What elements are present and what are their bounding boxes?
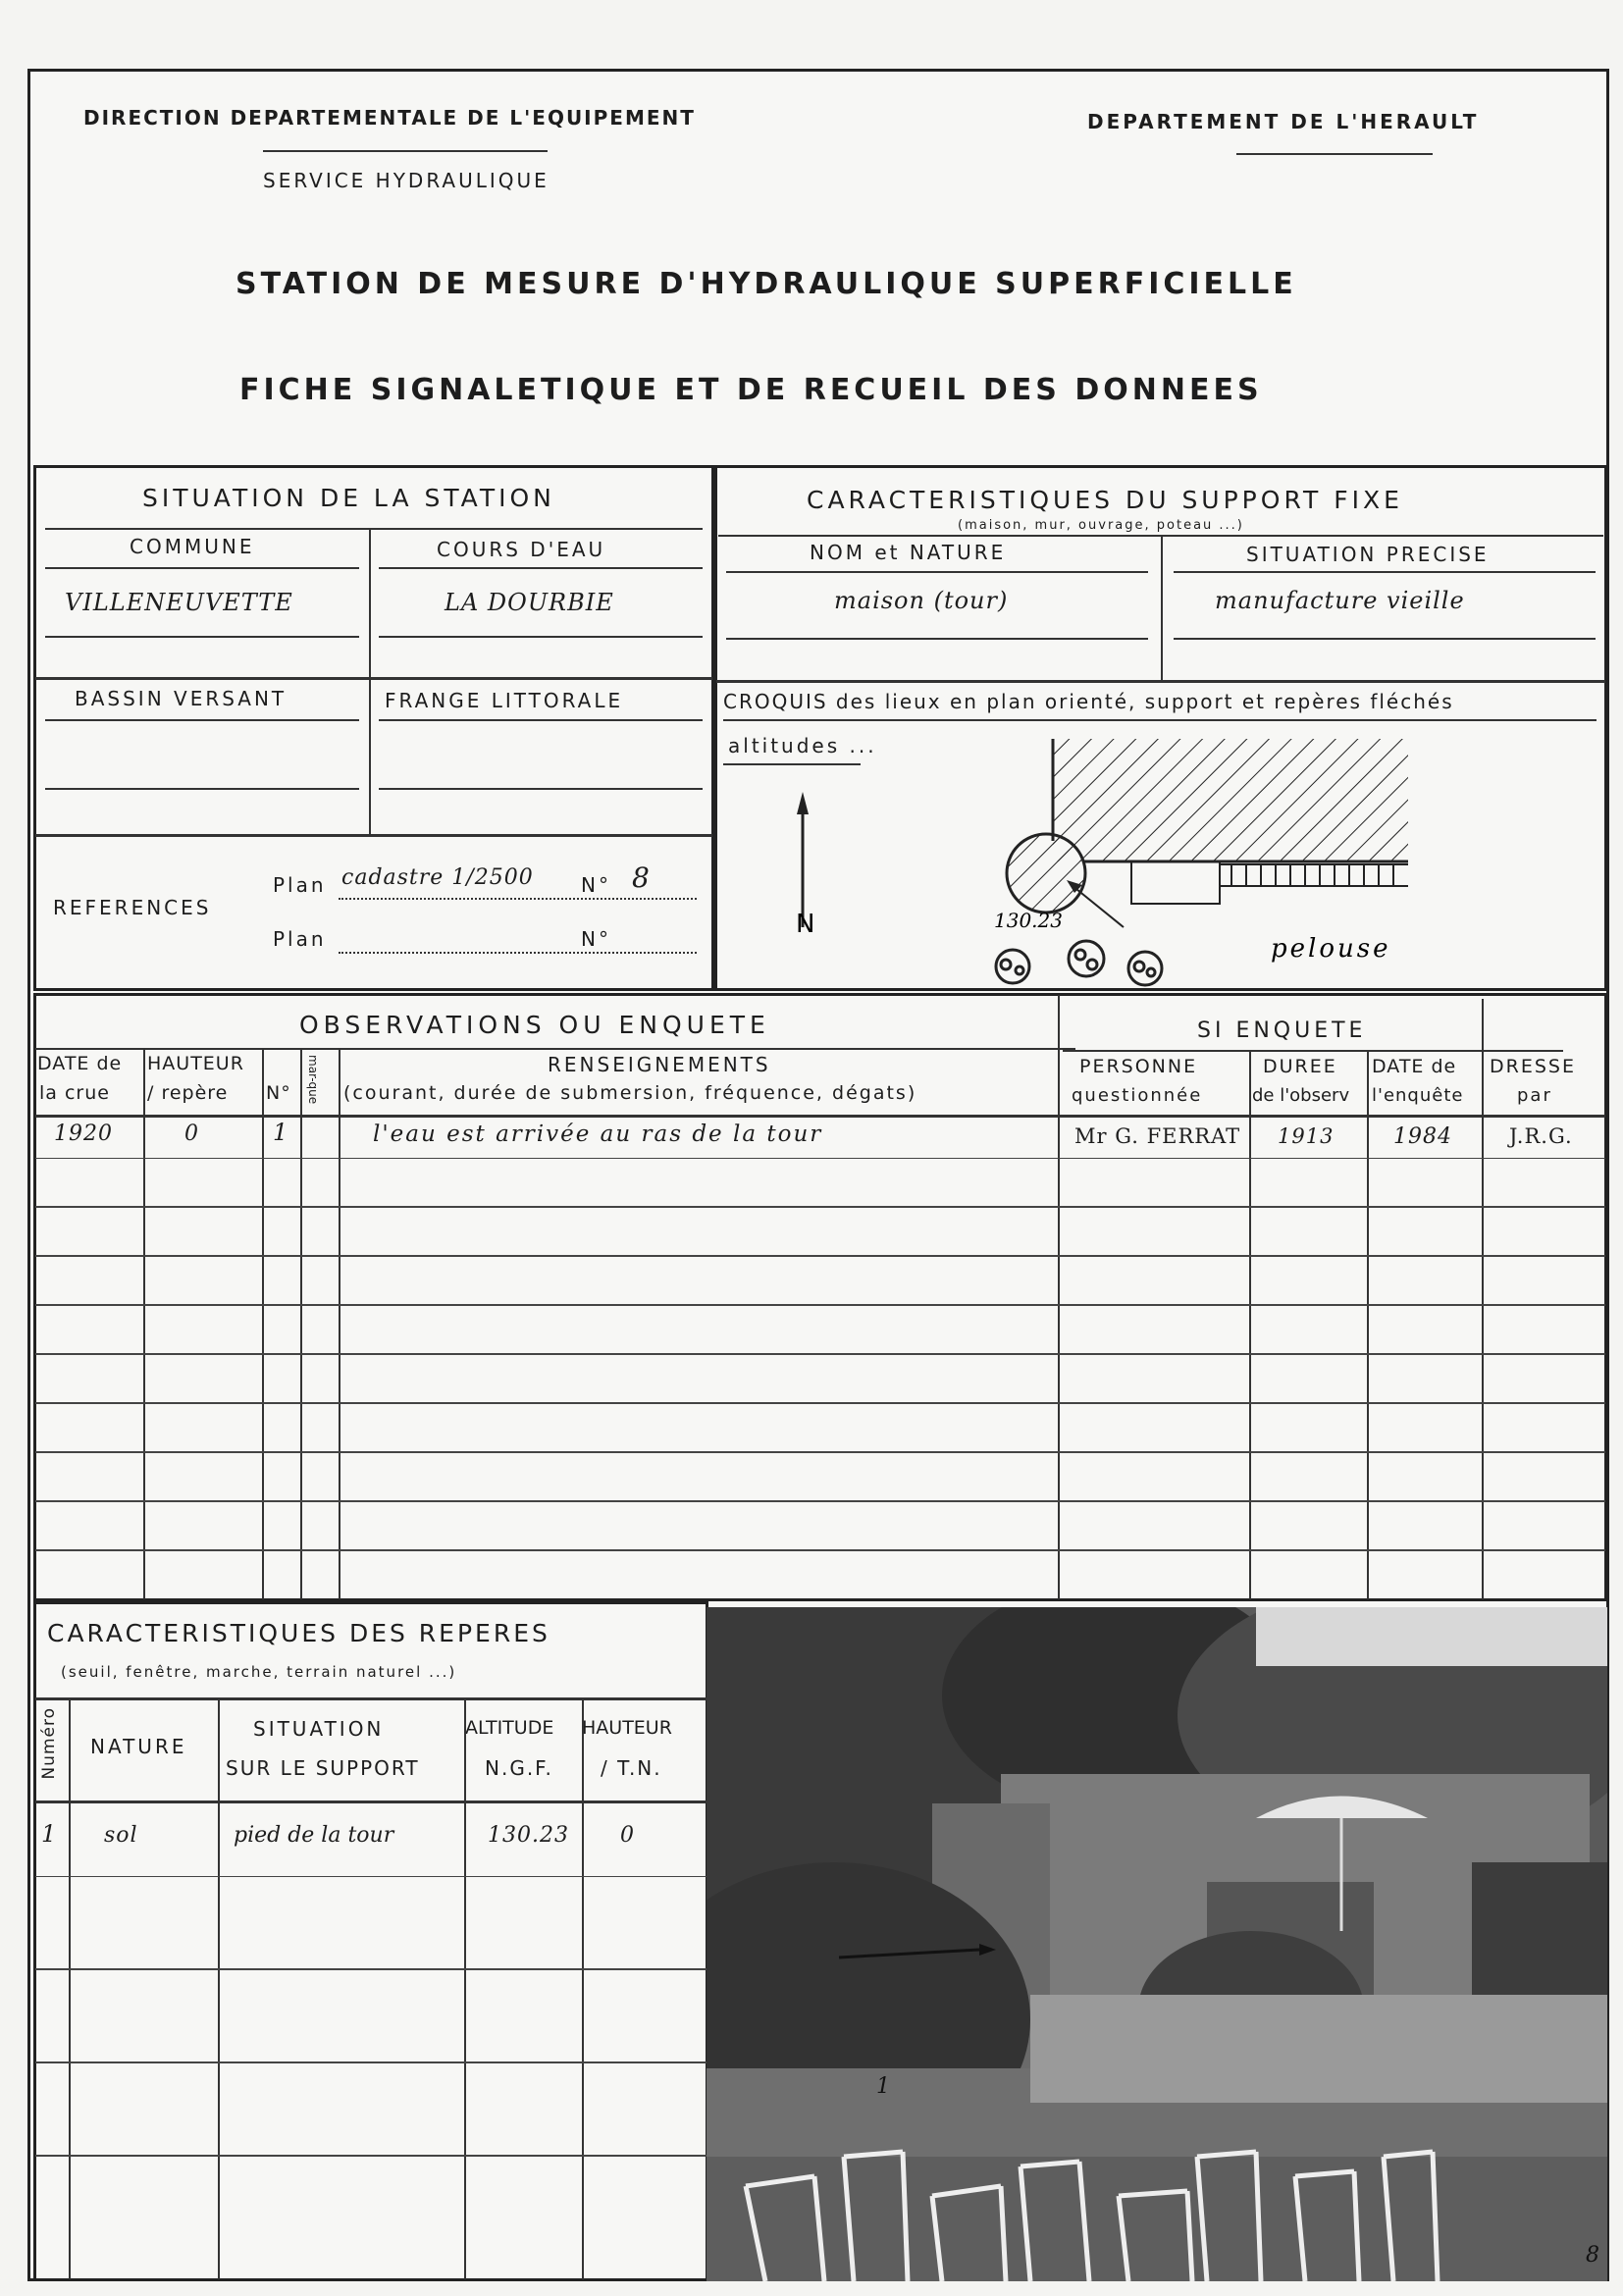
col-hauteur-tn1: HAUTEUR xyxy=(582,1717,672,1739)
repere-altitude: 130.23 xyxy=(488,1823,569,1848)
rule xyxy=(379,636,703,638)
rule xyxy=(35,1697,707,1700)
page-subtitle: FICHE SIGNALETIQUE ET DE RECUEIL DES DONNEES xyxy=(239,373,1263,407)
col-hauteur2: / repère xyxy=(147,1082,229,1104)
rule xyxy=(35,834,712,837)
rule xyxy=(1161,535,1163,680)
header-underline xyxy=(263,150,548,152)
row-rens: l'eau est arrivée au ras de la tour xyxy=(373,1122,823,1147)
rule xyxy=(35,1115,1605,1118)
photo-scene xyxy=(707,1607,1607,2281)
rule xyxy=(45,719,359,721)
si-enquete-label: SI ENQUETE xyxy=(1197,1018,1367,1043)
rule xyxy=(45,788,359,790)
row-date: 1920 xyxy=(54,1122,113,1146)
repere-numero: 1 xyxy=(41,1820,58,1848)
nom-value: maison (tour) xyxy=(834,587,1009,614)
support-title: CARACTERISTIQUES DU SUPPORT FIXE xyxy=(807,486,1403,514)
col-altitude2: N.G.F. xyxy=(485,1756,553,1780)
col-personne2: questionnée xyxy=(1072,1085,1203,1106)
no1-value: 8 xyxy=(632,861,651,894)
nom-label: NOM et NATURE xyxy=(810,541,1007,564)
rule xyxy=(723,719,1597,721)
commune-value: VILLENEUVETTE xyxy=(65,589,293,616)
north-letter: N xyxy=(796,910,815,939)
rule xyxy=(45,567,359,569)
col-dateenq1: DATE de xyxy=(1372,1056,1457,1077)
situation-title: SITUATION DE LA STATION xyxy=(142,484,555,512)
plan1-label: Plan xyxy=(273,873,327,897)
col-date2: la crue xyxy=(39,1082,110,1104)
header-service: SERVICE HYDRAULIQUE xyxy=(263,169,550,192)
rule xyxy=(379,788,703,790)
repere-situation: pied de la tour xyxy=(234,1823,394,1848)
commune-label: COMMUNE xyxy=(130,535,255,558)
references-label: REFERENCES xyxy=(53,896,212,919)
rule xyxy=(35,1800,707,1803)
col-marque: mar-que xyxy=(306,1055,320,1105)
row-hauteur: 0 xyxy=(184,1122,199,1146)
col-rens1: RENSEIGNEMENTS xyxy=(548,1053,771,1076)
rule xyxy=(35,677,712,680)
col-nature: NATURE xyxy=(90,1735,187,1758)
rule xyxy=(379,719,703,721)
tower-circle xyxy=(1007,834,1085,913)
col-duree1: DUREE xyxy=(1263,1056,1337,1077)
row-no: 1 xyxy=(273,1119,289,1146)
bassin-label: BASSIN VERSANT xyxy=(75,687,288,710)
row-dresse: J.R.G. xyxy=(1509,1124,1573,1148)
cours-value: LA DOURBIE xyxy=(445,589,614,616)
col-personne1: PERSONNE xyxy=(1079,1056,1198,1077)
col-no: N° xyxy=(266,1082,291,1104)
col-dresse2: par xyxy=(1517,1085,1552,1106)
site-sketch xyxy=(721,731,1408,991)
col-numero: Numéro xyxy=(39,1707,59,1780)
page-number: 8 xyxy=(1586,2243,1600,2268)
reperes-rules xyxy=(35,1876,707,2278)
frange-label: FRANGE LITTORALE xyxy=(385,689,624,712)
rule xyxy=(1174,571,1596,573)
header-departement: DEPARTEMENT DE L'HERAULT xyxy=(1087,110,1480,133)
rule xyxy=(1063,1050,1563,1052)
no1-label: N° xyxy=(581,873,611,897)
cours-label: COURS D'EAU xyxy=(437,538,606,561)
observations-title: OBSERVATIONS OU ENQUETE xyxy=(299,1011,770,1039)
rule xyxy=(339,952,697,954)
rule xyxy=(45,528,703,530)
no2-label: N° xyxy=(581,927,611,951)
croquis-label2: altitudes ... xyxy=(728,734,877,757)
col-situation1: SITUATION xyxy=(253,1717,385,1741)
sketch-pelouse: pelouse xyxy=(1271,934,1391,964)
col-duree2: de l'observ xyxy=(1252,1085,1350,1106)
site-photo xyxy=(707,1607,1607,2281)
repere-hauteur: 0 xyxy=(620,1823,635,1848)
col-situation2: SUR LE SUPPORT xyxy=(226,1756,420,1780)
col-dresse1: DRESSE xyxy=(1490,1056,1576,1077)
rule xyxy=(339,898,697,900)
col-dateenq2: l'enquête xyxy=(1372,1085,1464,1106)
row-date-enq: 1984 xyxy=(1393,1124,1452,1149)
col-rens2: (courant, durée de submersion, fréquence, dégats) xyxy=(343,1082,917,1104)
shrub-icons xyxy=(996,941,1162,985)
plan2-label: Plan xyxy=(273,927,327,951)
sketch-altitude: 130.23 xyxy=(994,909,1063,932)
reperes-title: CARACTERISTIQUES DES REPERES xyxy=(47,1619,550,1647)
col-date1: DATE de xyxy=(37,1053,123,1074)
reperes-subtitle: (seuil, fenêtre, marche, terrain naturel ...) xyxy=(61,1663,457,1681)
croquis-label: CROQUIS des lieux en plan orienté, support et repères fléchés xyxy=(723,690,1454,713)
row-personne: Mr G. FERRAT xyxy=(1074,1124,1241,1148)
col-hauteur-tn2: / T.N. xyxy=(601,1756,662,1780)
situation-precise-label: SITUATION PRECISE xyxy=(1246,543,1490,566)
photo-marker-label: 1 xyxy=(876,2074,891,2099)
rule xyxy=(726,571,1148,573)
departement-underline xyxy=(1236,153,1433,155)
col-altitude1: ALTITUDE xyxy=(465,1717,554,1739)
page-title: STATION DE MESURE D'HYDRAULIQUE SUPERFICIELLE xyxy=(236,267,1297,301)
rule xyxy=(379,567,703,569)
annex-rect xyxy=(1131,861,1220,904)
rule xyxy=(45,636,359,638)
repere-nature: sol xyxy=(104,1823,138,1848)
rule xyxy=(726,638,1148,640)
rule xyxy=(716,680,1605,683)
plan1-value: cadastre 1/2500 xyxy=(341,865,534,890)
support-subtitle: (maison, mur, ouvrage, poteau ...) xyxy=(958,518,1244,533)
observation-rules xyxy=(35,1158,1605,1599)
header-direction: DIRECTION DEPARTEMENTALE DE L'EQUIPEMENT xyxy=(83,106,696,130)
building-block xyxy=(1053,739,1408,861)
situation-precise-value: manufacture vieille xyxy=(1215,587,1465,614)
rule xyxy=(35,1048,1075,1050)
col-hauteur1: HAUTEUR xyxy=(147,1053,244,1074)
row-duree: 1913 xyxy=(1278,1124,1335,1148)
rule xyxy=(1174,638,1596,640)
rule xyxy=(369,530,371,834)
marker-arrow xyxy=(1072,885,1124,927)
